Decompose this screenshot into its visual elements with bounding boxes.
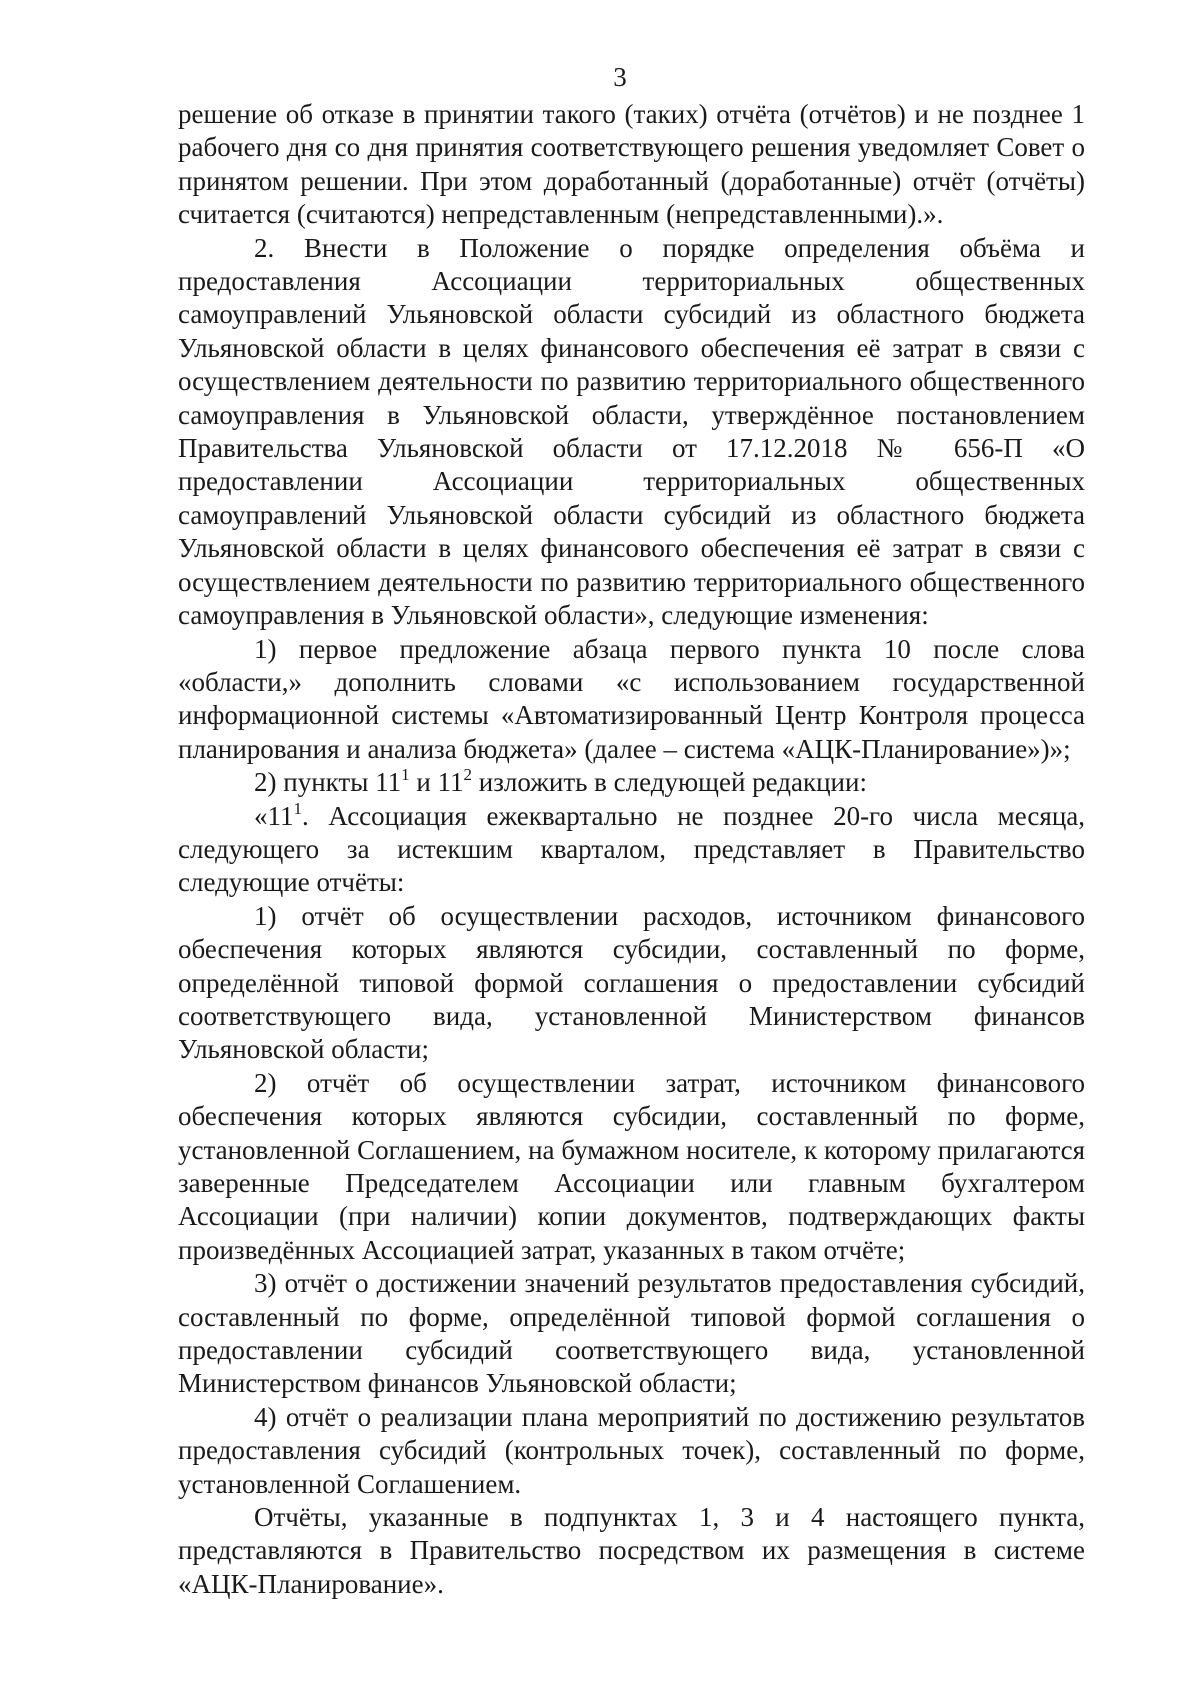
paragraph-clause-11-1	[178, 800, 1085, 900]
text-run: . Ассоциация ежеквартально не позднее 20-го числа месяца, следующего за истекшим кварталом, представляет в Правительство следующие отчёты:	[178, 800, 1085, 898]
superscript: 2	[463, 765, 473, 785]
text-run: «11	[254, 800, 294, 831]
paragraph-report-2: 2) отчёт об осуществлении затрат, источником финансового обеспечения которых являются субсидии, составленный по форме, установленной Соглашением, на бумажном носителе, к которому прилагаются заверенные Председателем Ассоциации или главным бухгалтером Ассоциации (при наличии) копии документов, подтверждающих факты произведённых Ассоциацией затрат, указанных в таком отчёте;	[178, 1067, 1085, 1265]
page-number: 3	[613, 62, 627, 92]
document-body	[178, 98, 1085, 1601]
paragraph-subitem-1: 1) первое предложение абзаца первого пункта 10 после слова «области,» дополнить словами «с использованием государственной информационной системы «Автоматизированный Центр Контроля процесса планирования и анализа бюджета» (далее – система «АЦК-Планирование»)»;	[178, 633, 1085, 764]
paragraph-report-3: 3) отчёт о достижении значений результатов предоставления субсидий, составленный по форме, определённой типовой формой соглашения о предоставлении субсидий соответствующего вида, установленной Министерством финансов Ульяновской области;	[178, 1268, 1085, 1399]
paragraph-report-4: 4) отчёт о реализации плана мероприятий по достижению результатов предоставления субсидий (контрольных точек), составленный по форме, установленной Соглашением.	[178, 1401, 1085, 1499]
text-run: изложить в следующей редакции:	[472, 767, 867, 798]
paragraph-reports-submission: Отчёты, указанные в подпунктах 1, 3 и 4 настоящего пункта, представляются в Правительство посредством их размещения в системе «АЦК-Планирование».	[178, 1502, 1085, 1599]
superscript: 1	[401, 765, 410, 785]
paragraph-report-1: 1) отчёт об осуществлении расходов, источником финансового обеспечения которых являются субсидии, составленный по форме, определённой типовой формой соглашения о предоставлении субсидий соответствующего вида, установленной Министерством финансов Ульяновской области;	[178, 900, 1085, 1065]
paragraph-continuation: решение об отказе в принятии такого (таких) отчёта (отчётов) и не позднее 1 рабочего дня со дня принятия соответствующего решения уведомляет Совет о принятом решении. При этом доработанный (доработанные) отчёт (отчёты) считается (считаются) непредставленным (непредставленными).».	[178, 99, 1085, 230]
paragraph-subitem-2	[178, 766, 1085, 799]
text-run: и 11	[409, 767, 464, 798]
text-run: 2) пункты 11	[254, 767, 402, 798]
paragraph-item-2: 2. Внести в Положение о порядке определения объёма и предоставления Ассоциации территориальных общественных самоуправлений Ульяновской области субсидий из областного бюджета Ульяновской области в целях финансового обеспечения её затрат в связи с осуществлением деятельности по развитию территориального общественного самоуправления в Ульяновской области, утверждённое постановлением Правительства Ульяновской области от 17.12.2018 № 656-П «О предоставлении Ассоциации территориальных общественных самоуправлений Ульяновской области субсидий из областного бюджета Ульяновской области в целях финансового обеспечения её затрат в связи с осуществлением деятельности по развитию территориального общественного самоуправления в Ульяновской области», следующие изменения:	[178, 232, 1085, 631]
superscript: 1	[293, 798, 302, 818]
